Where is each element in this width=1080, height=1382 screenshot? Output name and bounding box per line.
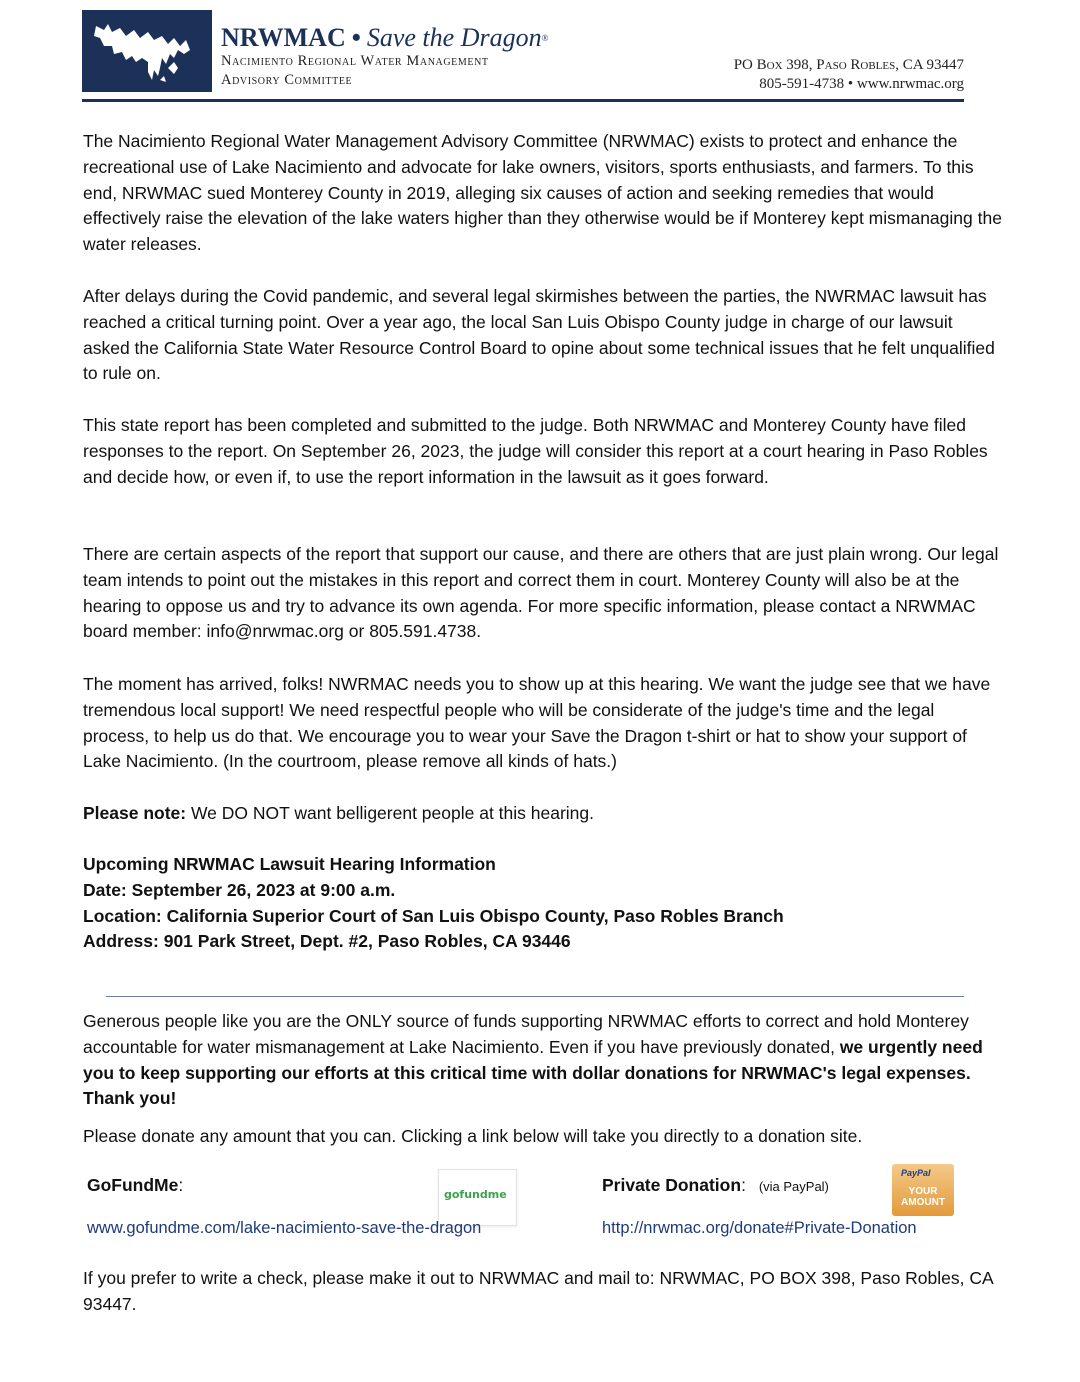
gofundme-colon: : [178,1175,184,1195]
gofundme-logo[interactable] [438,1169,517,1226]
intro-paragraph [83,129,1003,258]
paragraph-attend: The moment has arrived, folks! NWRMAC needs you to show up at this hearing. We want the judge see that we have tremendous local support! We need respectful people who will be considerate of the judge's time and the legal process, to help us do that. We encourage you to wear your Save the Dragon t-shirt or hat to show your support of Lake Nacimiento. (In the courtroom, please remove all kinds of hats.) [83,674,991,772]
registered-mark: ® [541,33,549,43]
donate-instructions-text: Please donate any amount that you can. Clicking a link below will take you directly to a donation site. [83,1126,863,1146]
dragon-lake-icon [82,10,212,92]
report-aspects-paragraph [83,542,1003,645]
call-to-action-paragraph [83,672,1003,775]
private-donation-label: Private Donation [602,1175,742,1195]
hearing-date: Date: September 26, 2023 at 9:00 a.m. [83,879,396,900]
paragraph-report: This state report has been completed and submitted to the judge. Both NRWMAC and Monterey County have filed responses to the report. On September 26, 2023, the judge will consider this report at a court hearing in Paso Robles and decide how, or even if, to use the report information in the lawsuit as it goes forward. [83,415,988,487]
appeal-text: Generous people like you are the ONLY source of funds supporting NRWMAC efforts to correct and hold Monterey accountable for water mismanagement at Lake Nacimiento. Even if you have previously donated, [83,1011,969,1057]
note-text: We DO NOT want belligerent people at this hearing. [186,803,595,823]
gofundme-label: GoFundMe [87,1175,179,1195]
mailing-address: PO Box 398, Paso Robles, CA 93447 [733,57,964,73]
donation-appeal [83,1009,1003,1112]
letterhead [82,10,964,102]
hearing-info-block [83,852,1003,955]
nrwmac-logo [82,10,212,92]
paypal-donate-button[interactable] [892,1164,954,1216]
paypal-logo-text: PayPal [901,1168,931,1178]
hearing-location: Location: California Superior Court of San Luis Obispo County, Paso Robles Branch [83,905,784,926]
your-amount-text: YOUR AMOUNT [901,1186,945,1208]
organization-name-block [221,24,548,90]
check-instructions [83,1266,1003,1318]
paragraph-aspects: There are certain aspects of the report that support our cause, and there are others that are just plain wrong. Our legal team intends to point out the mistakes in this report and correct them in court. Monterey County will also be at the hearing to oppose us and try to advance its own agenda. For more specific information, please contact a NRWMAC board member: info@nrwmac.org or 805.591.4738. [83,544,999,642]
org-full-name-line2: Advisory Committee [221,72,353,88]
lawsuit-status-paragraph [83,284,1003,387]
paragraph-mission: The Nacimiento Regional Water Management Advisory Committee (NRWMAC) exists to protect and enhance the recreational use of Lake Nacimiento and advocate for lake owners, visitors, sports enthusiasts, and farmers. To this end, NRWMAC sued Monterey County in 2019, alleging six causes of action and seeking remedies that would effectively raise the elevation of the lake waters higher than they otherwise would be if Monterey kept mismanaging the water releases. [83,131,1002,255]
org-abbr: NRWMAC [221,23,346,52]
private-donation-link[interactable]: http://nrwmac.org/donate#Private-Donation [602,1219,917,1237]
hearing-title: Upcoming NRWMAC Lawsuit Hearing Information [83,854,496,874]
donate-instructions [83,1124,1003,1150]
org-tagline: Save the Dragon [366,23,542,52]
org-title [221,24,548,52]
hearing-address: Address: 901 Park Street, Dept. #2, Paso Robles, CA 93446 [83,931,571,952]
private-donation-label-row [602,1175,829,1196]
phone-website: 805-591-4738 • www.nrwmac.org [759,76,964,92]
header-divider [82,99,964,102]
paragraph-lawsuit: After delays during the Covid pandemic, and several legal skirmishes between the parties, the NWRMAC lawsuit has reached a critical turning point. Over a year ago, the local San Luis Obispo County judge in charge of our lawsuit asked the California State Water Resource Control Board to opine about some technical issues that he felt unqualified to rule on. [83,286,995,384]
private-donation-colon: : [741,1175,746,1195]
note-label: Please note: [83,803,187,823]
check-instructions-text: If you prefer to write a check, please make it out to NRWMAC and mail to: NRWMAC, PO BOX 398, Paso Robles, CA 93447. [83,1268,993,1314]
via-paypal-note: (via PayPal) [758,1179,829,1194]
section-divider [106,996,964,997]
gofundme-link[interactable]: www.gofundme.com/lake-nacimiento-save-the-dragon [87,1219,482,1237]
appeal-emphasis: we urgently need you to keep supporting our efforts at this critical time with dollar donations for NRWMAC's legal expenses. Thank you! [83,1036,983,1109]
org-full-name-line1: Nacimiento Regional Water Management [221,53,489,69]
state-report-paragraph [83,413,1003,490]
gofundme-label-row [87,1175,183,1196]
please-note [83,801,1003,827]
contact-block [734,56,964,94]
gofundme-logo-text: gofundme [444,1188,507,1201]
title-separator: • [351,23,361,52]
